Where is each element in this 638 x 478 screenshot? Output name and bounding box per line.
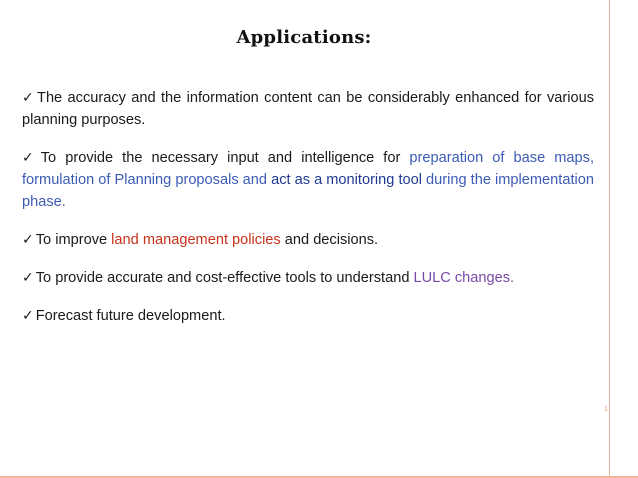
highlight-land-policies: land management policies — [111, 232, 281, 248]
bullet-input-intelligence — [22, 147, 594, 213]
page-number: 1 — [604, 406, 608, 413]
highlight-implementation: during the implementation phase. — [22, 172, 594, 210]
bullet-accuracy — [22, 87, 594, 131]
bullet-text: To provide accurate and cost-effective tools to understand — [35, 270, 414, 286]
bullet-text-and: and — [238, 172, 272, 188]
checkmark-icon: ✓ — [22, 270, 34, 286]
highlight-lulc: LULC changes. — [413, 270, 515, 286]
bullet-lulc — [22, 267, 594, 289]
bullet-forecast — [22, 305, 594, 327]
bullet-text-end: and decisions. — [280, 232, 379, 248]
bullet-text: The accuracy and the information content can be considerably enhanced for various planning purposes. — [22, 90, 594, 128]
highlight-monitoring-tool: act as a monitoring tool — [271, 172, 422, 188]
bullet-text: To provide the necessary input and intelligence for — [40, 150, 410, 166]
checkmark-icon: ✓ — [22, 90, 36, 106]
bullet-list — [22, 87, 594, 343]
bullet-text: Forecast future development. — [35, 308, 226, 324]
bullet-land-management — [22, 229, 594, 251]
checkmark-icon: ✓ — [22, 232, 34, 248]
bullet-text: To improve — [35, 232, 112, 248]
checkmark-icon: ✓ — [22, 150, 39, 166]
vertical-rule — [609, 0, 610, 478]
checkmark-icon: ✓ — [22, 308, 34, 324]
highlight-base-maps: preparation of base maps, formulation of Planning proposals — [22, 150, 594, 188]
slide-title-text: Applications: — [236, 27, 372, 48]
slide-title — [0, 27, 560, 48]
